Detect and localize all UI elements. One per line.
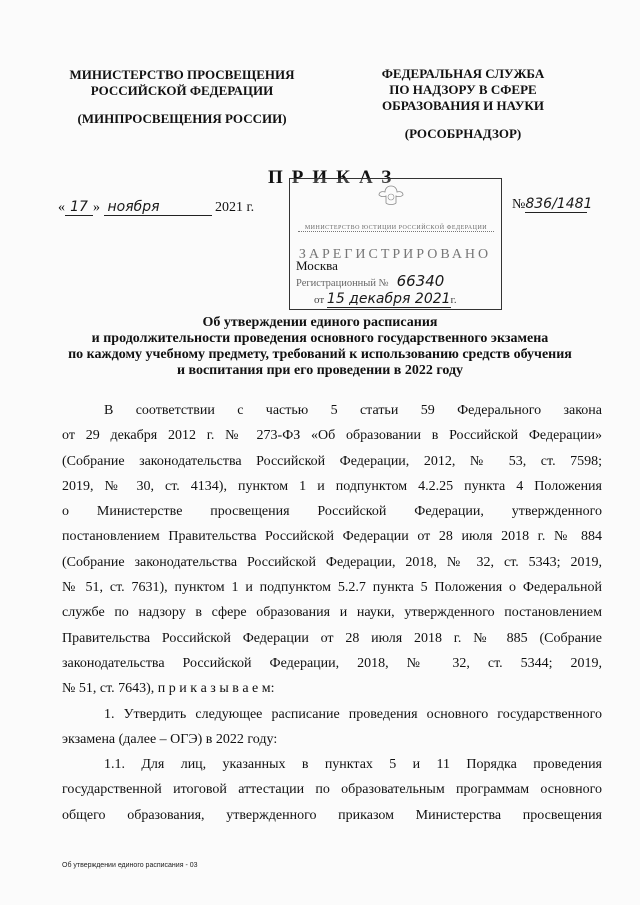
stamp-reg-number <box>296 272 444 290</box>
body-line: 1.1. Для лиц, указанных в пунктах 5 и 11 Порядка проведения <box>104 757 602 773</box>
body-line: экзамена (далее – ОГЭ) в 2022 году: <box>62 731 278 747</box>
body-line: 2019, № 30, ст. 4134), пунктом 1 и подпунктом 4.2.25 пункта 4 Положения <box>62 478 602 494</box>
service-name-line3: ОБРАЗОВАНИЯ И НАУКИ <box>382 98 544 113</box>
body-line: 1. Утвердить следующее расписание проведения основного государственного <box>104 706 602 722</box>
registration-stamp <box>289 178 502 310</box>
city: Москва <box>296 258 338 273</box>
coat-of-arms-icon <box>376 183 406 209</box>
ministry-abbr: (МИНПРОСВЕЩЕНИЯ РОССИИ) <box>77 111 287 126</box>
body-line: Правительства Российской Федерации от 28 июля 2018 г. № 885 (Собрание <box>62 630 602 646</box>
reg-date-label: от <box>314 294 325 306</box>
reg-number-label: Регистрационный № <box>296 278 389 289</box>
document-title <box>40 315 600 379</box>
body-line: постановлением Правительства Российской Федерации от 28 июля 2018 г. № 884 <box>62 529 602 545</box>
document-body <box>62 398 602 828</box>
date-close-quote: » <box>93 200 100 215</box>
service-name-line2: ПО НАДЗОРУ В СФЕРЕ <box>389 82 537 97</box>
title-line: Об утверждении единого расписания <box>202 315 438 330</box>
title-line: и продолжительности проведения основного государственного экзамена <box>91 331 549 346</box>
body-line: государственной итоговой аттестации по образовательным программам основного <box>62 782 602 798</box>
body-line: № 51, ст. 7643), п р и к а з ы в а е м: <box>62 681 275 697</box>
title-line: по каждому учебному предмету, требований к использованию средств обучения <box>68 347 572 362</box>
body-line: общего образования, утвержденного приказом Министерства просвещения <box>62 807 602 823</box>
service-abbr: (РОСОБРНАДЗОР) <box>404 126 522 141</box>
title-line: и воспитания при его проведении в 2022 году <box>176 363 464 378</box>
order-date <box>58 199 254 216</box>
body-line: № 51, ст. 7631), пунктом 1 и подпунктом 5.2.7 пункта 5 Положения о Федеральной <box>62 580 602 596</box>
ministry-name-line1: МИНИСТЕРСТВО ПРОСВЕЩЕНИЯ <box>69 67 295 82</box>
reg-date-suffix: г. <box>450 294 457 306</box>
body-line: законодательства Российской Федерации, 2018, № 32, ст. 5344; 2019, <box>62 655 602 671</box>
number-prefix: № <box>512 197 526 212</box>
order-number <box>512 196 593 213</box>
stamp-reg-date <box>314 291 457 308</box>
body-line: о Министерстве просвещения Российской Федерации, утвержденного <box>62 504 602 520</box>
body-line: службе по надзору в сфере образования и науки, утвержденного постановлением <box>62 605 602 621</box>
reg-number-value: 66340 <box>396 272 445 290</box>
body-line: (Собрание законодательства Российской Федерации, 2012, № 53, ст. 7598; <box>62 453 602 469</box>
stamp-ministry: МИНИСТЕРСТВО ЮСТИЦИИ РОССИЙСКОЙ ФЕДЕРАЦИИ <box>298 225 494 232</box>
body-line: (Собрание законодательства Российской Федерации, 2018, № 32, ст. 5343; 2019, <box>62 554 602 570</box>
body-line: В соответствии с частью 5 статьи 59 Федерального закона <box>104 403 602 418</box>
ministry-name-line2: РОССИЙСКОЙ ФЕДЕРАЦИИ <box>90 83 274 98</box>
service-header <box>368 66 558 142</box>
reg-date-value: 15 декабря 2021 <box>326 291 451 307</box>
page-footer: Об утверждении единого расписания - 03 <box>62 862 198 869</box>
stamp-registered: ЗАРЕГИСТРИРОВАНО <box>298 247 492 262</box>
date-year: 2021 г. <box>215 200 255 215</box>
service-name-line1: ФЕДЕРАЛЬНАЯ СЛУЖБА <box>381 66 545 81</box>
date-day: 17 <box>65 199 93 216</box>
date-month: ноября <box>104 199 212 216</box>
ministry-header <box>58 67 306 127</box>
body-line: от 29 декабря 2012 г. № 273-ФЗ «Об образовании в Российской Федерации» <box>62 428 602 444</box>
order-title: ПРИКАЗ <box>268 167 401 188</box>
date-open-quote: « <box>58 200 65 215</box>
number-value: 836/1481 <box>525 196 593 212</box>
